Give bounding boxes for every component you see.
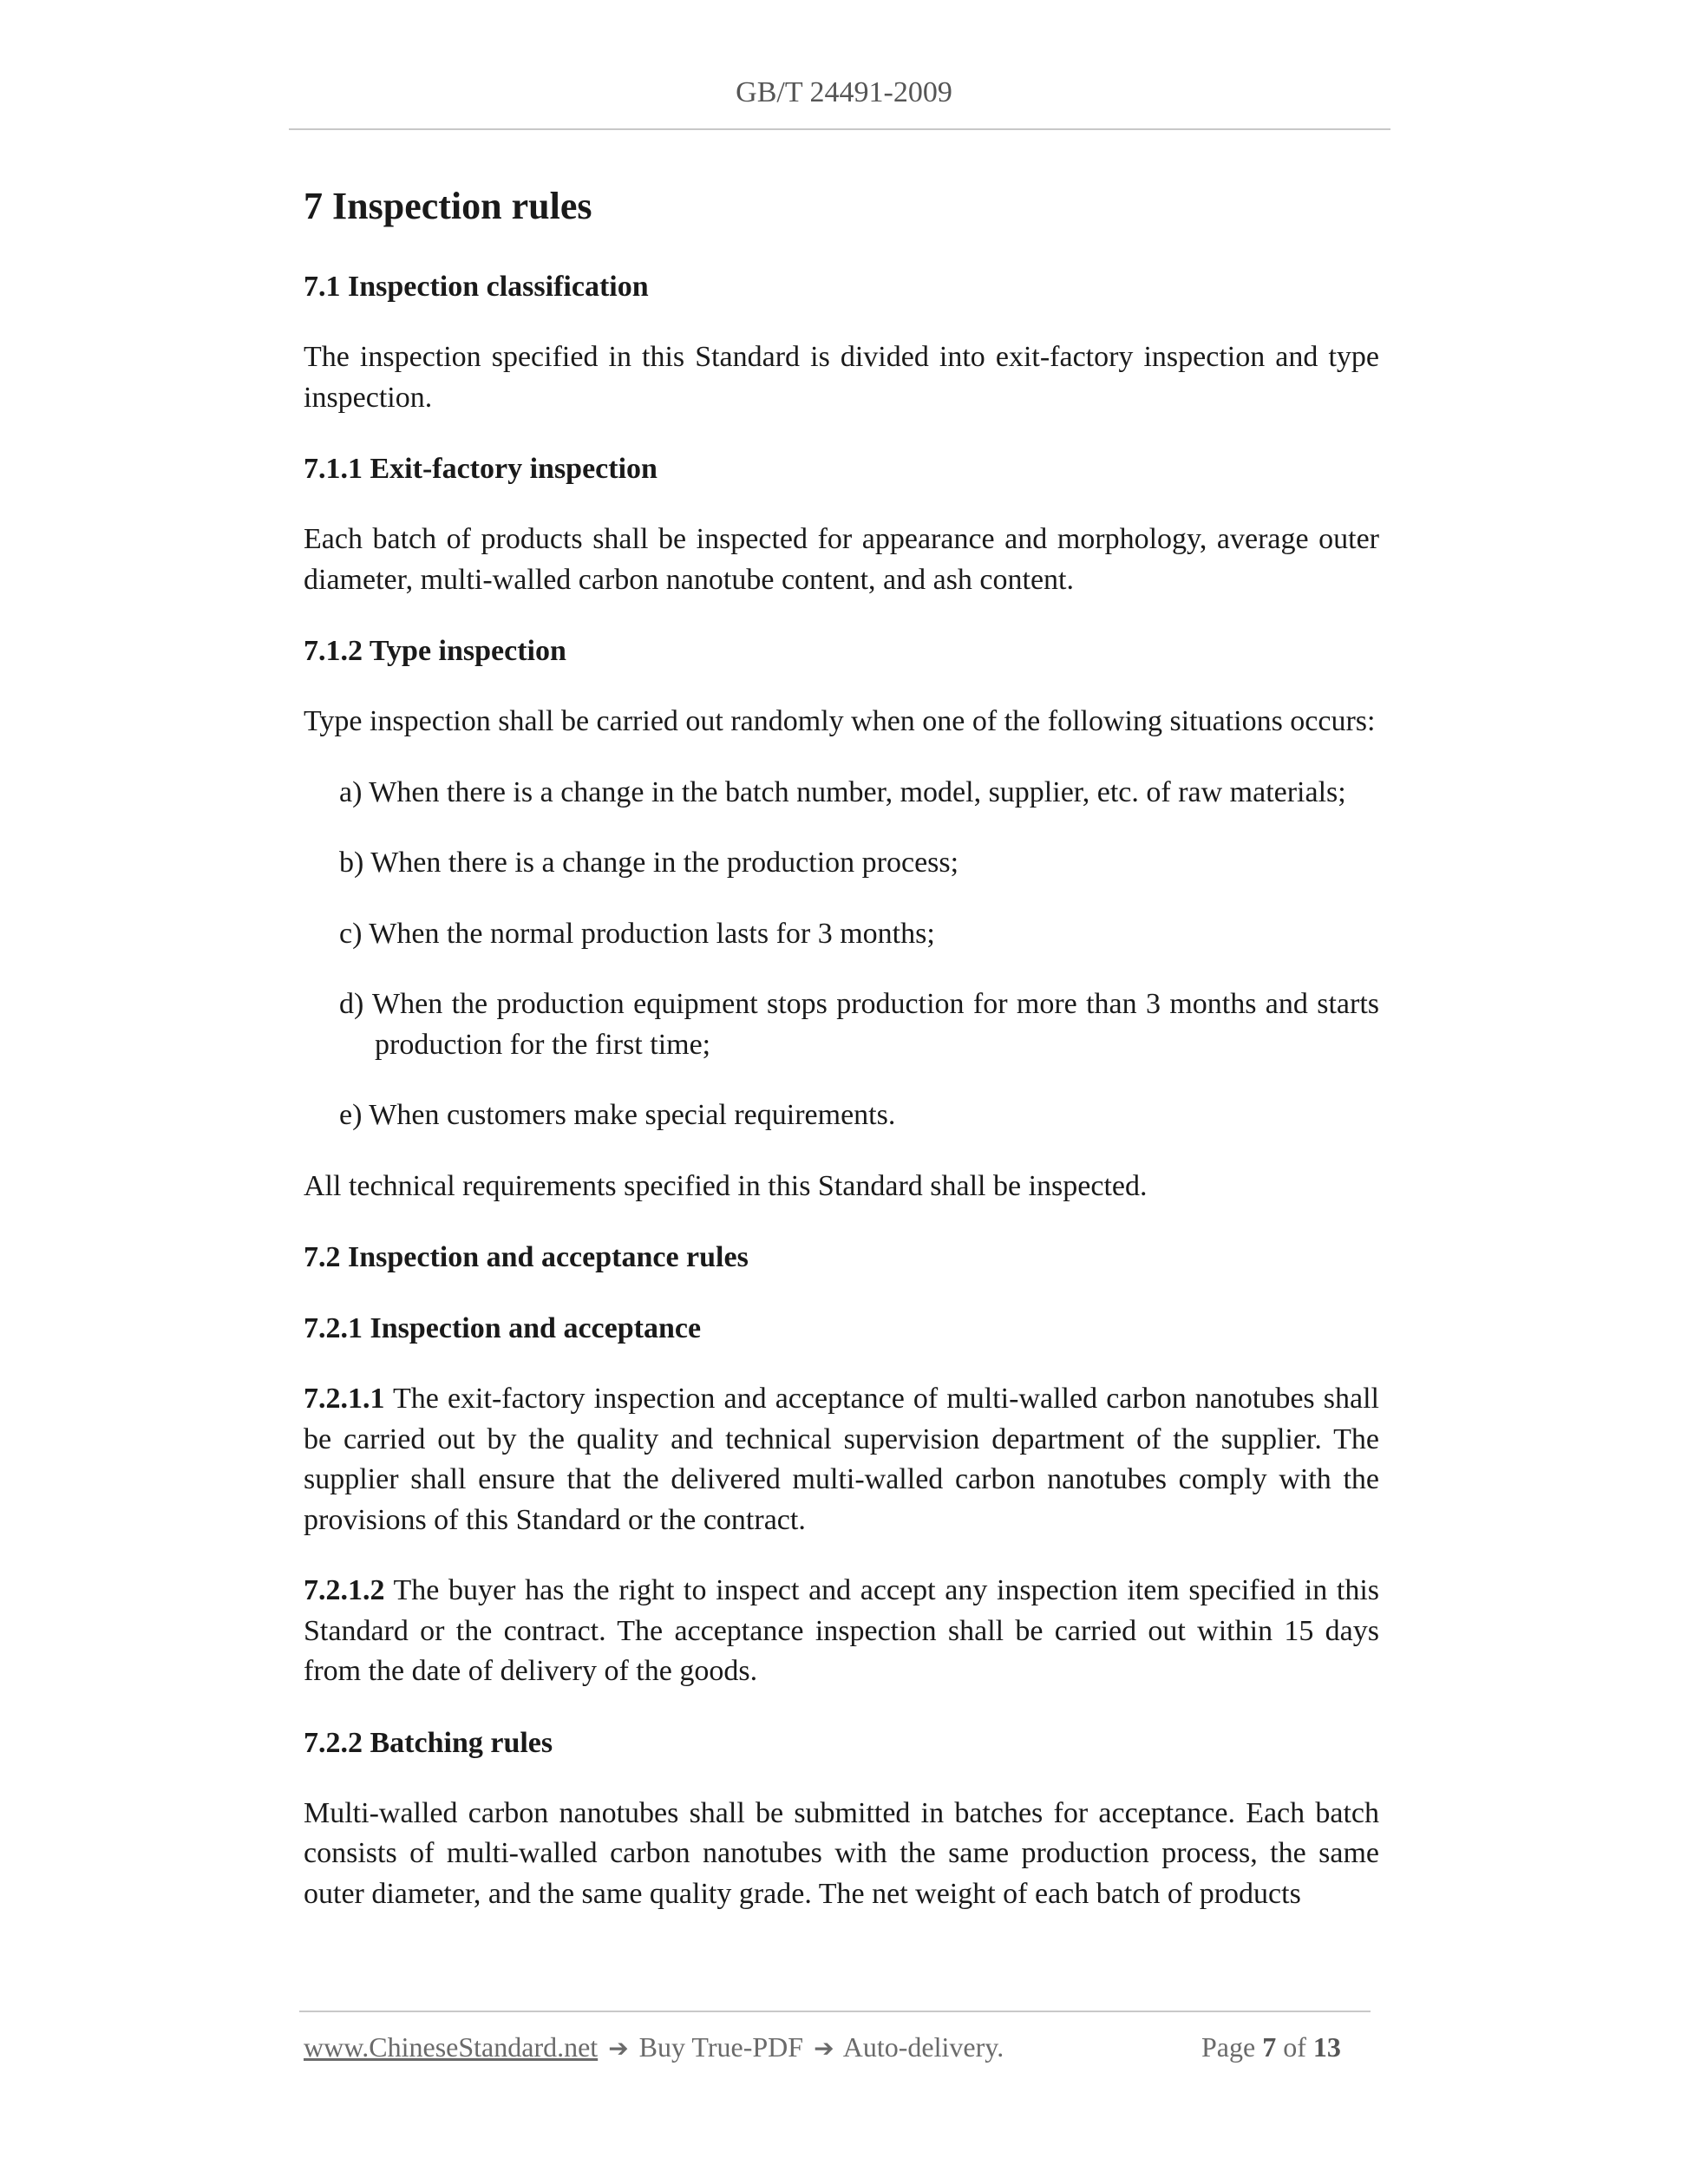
- paragraph-7-2-1-1: [304, 1379, 1379, 1540]
- paragraph-7-2-1-2: [304, 1571, 1379, 1692]
- paragraph-7-2-2: Multi-walled carbon nanotubes shall be submitted in batches for acceptance. Each batch consists of multi-walled carbon nanotubes with the same production process, the same outer diameter, and the same quality grade. The net weight of each batch of products: [304, 1796, 1379, 1910]
- list-item-b: b) When there is a change in the production process;: [339, 847, 959, 879]
- page-label: Page: [1201, 2031, 1256, 2063]
- document-code-header: GB/T 24491-2009: [736, 76, 952, 108]
- heading-7-1-1: 7.1.1 Exit-factory inspection: [304, 453, 658, 485]
- total-page-number: 13: [1312, 2031, 1341, 2063]
- heading-section-7: 7 Inspection rules: [304, 185, 592, 227]
- clause-number-7-2-1-2: 7.2.1.2: [304, 1574, 385, 1606]
- current-page-number: 7: [1262, 2031, 1277, 2063]
- heading-7-1-2: 7.1.2 Type inspection: [304, 635, 566, 667]
- footer-promo: [304, 2031, 1004, 2063]
- clause-text-7-2-1-1: The exit-factory inspection and acceptance of multi-walled carbon nanotubes shall be carried out by the quality and technical supervision department of the supplier. The supplier shall ensure that the delivered multi-walled carbon nanotubes comply with the provisions of this Standard or the contract.: [304, 1383, 1379, 1536]
- clause-number-7-2-1-1: 7.2.1.1: [304, 1383, 385, 1415]
- paragraph-7-1: The inspection specified in this Standard is divided into exit-factory inspection and type inspection.: [304, 341, 1379, 414]
- list-item-d: d) When the production equipment stops production for more than 3 months and starts production for the first time;: [339, 988, 1379, 1061]
- paragraph-7-1-2-after: All technical requirements specified in this Standard shall be inspected.: [304, 1169, 1148, 1202]
- clause-text-7-2-1-2: The buyer has the right to inspect and accept any inspection item specified in this Standard or the contract. The acceptance inspection shall be carried out within 15 days from the date of delivery of the goods.: [304, 1574, 1379, 1687]
- list-item-e: e) When customers make special requirements.: [339, 1099, 896, 1131]
- arrow-right-icon: ➔: [608, 2034, 629, 2063]
- footer-divider: [299, 2011, 1371, 2012]
- arrow-right-icon: ➔: [814, 2034, 834, 2063]
- auto-delivery-text: Auto-delivery.: [842, 2031, 1004, 2063]
- website-link[interactable]: www.ChineseStandard.net: [304, 2031, 599, 2063]
- heading-7-2-1: 7.2.1 Inspection and acceptance: [304, 1312, 702, 1344]
- of-label: of: [1283, 2031, 1306, 2063]
- buy-pdf-text: Buy True-PDF: [638, 2031, 804, 2063]
- list-item-a: a) When there is a change in the batch number, model, supplier, etc. of raw materials;: [339, 775, 1346, 808]
- heading-7-2: 7.2 Inspection and acceptance rules: [304, 1241, 749, 1273]
- page-content: [304, 178, 1379, 1945]
- header-divider: [289, 128, 1390, 130]
- paragraph-7-1-1: Each batch of products shall be inspected for appearance and morphology, average outer diameter, multi-walled carbon nanotube content, and ash content.: [304, 523, 1379, 596]
- heading-7-2-2: 7.2.2 Batching rules: [304, 1726, 553, 1759]
- list-item-c: c) When the normal production lasts for 3 months;: [339, 917, 935, 950]
- heading-7-1: 7.1 Inspection classification: [304, 271, 649, 303]
- page-indicator: [1201, 2031, 1341, 2063]
- paragraph-7-1-2: Type inspection shall be carried out randomly when one of the following situations occurs:: [304, 705, 1376, 737]
